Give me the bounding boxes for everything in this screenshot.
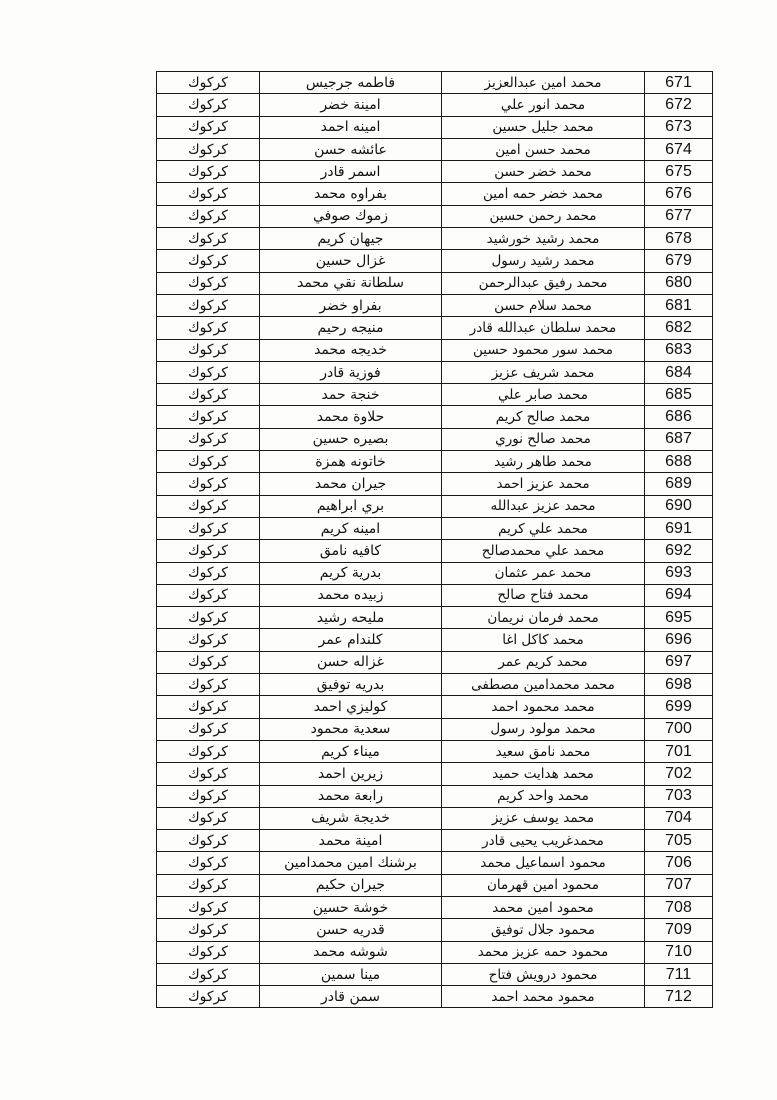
full-name-cell: محمود امين محمد xyxy=(442,896,645,918)
mother-name-cell: زيرين احمد xyxy=(260,763,442,785)
table-row xyxy=(157,986,713,1008)
mother-name-cell: فوزية قادر xyxy=(260,361,442,383)
city-cell: كركوك xyxy=(157,963,260,985)
row-number-cell: 699 xyxy=(645,696,713,718)
full-name-cell: محمد سلام حسن xyxy=(442,294,645,316)
city-cell: كركوك xyxy=(157,138,260,160)
city-cell: كركوك xyxy=(157,674,260,696)
table-row xyxy=(157,517,713,539)
mother-name-cell: امينة محمد xyxy=(260,830,442,852)
full-name-cell: محمود امين قهرمان xyxy=(442,874,645,896)
city-cell: كركوك xyxy=(157,607,260,629)
table-row xyxy=(157,294,713,316)
full-name-cell: محمد كاكل اغا xyxy=(442,629,645,651)
mother-name-cell: سلطانة نقي محمد xyxy=(260,272,442,294)
mother-name-cell: غزال حسين xyxy=(260,250,442,272)
mother-name-cell: اسمر قادر xyxy=(260,161,442,183)
full-name-cell: محمد واحد كريم xyxy=(442,785,645,807)
city-cell: كركوك xyxy=(157,205,260,227)
table-row xyxy=(157,696,713,718)
full-name-cell: محمد خضر حسن xyxy=(442,161,645,183)
table-row xyxy=(157,339,713,361)
mother-name-cell: مينا سمين xyxy=(260,963,442,985)
full-name-cell: محمد طاهر رشيد xyxy=(442,451,645,473)
mother-name-cell: مليحه رشيد xyxy=(260,607,442,629)
table-row xyxy=(157,272,713,294)
full-name-cell: محمد علي محمدصالح xyxy=(442,540,645,562)
table-row xyxy=(157,785,713,807)
mother-name-cell: بدريه توفيق xyxy=(260,674,442,696)
city-cell: كركوك xyxy=(157,317,260,339)
row-number-cell: 687 xyxy=(645,428,713,450)
full-name-cell: محمد محمود احمد xyxy=(442,696,645,718)
row-number-cell: 691 xyxy=(645,517,713,539)
row-number-cell: 712 xyxy=(645,986,713,1008)
table-row xyxy=(157,562,713,584)
table-row xyxy=(157,250,713,272)
city-cell: كركوك xyxy=(157,517,260,539)
full-name-cell: محمد رفيق عبدالرحمن xyxy=(442,272,645,294)
mother-name-cell: خديجه محمد xyxy=(260,339,442,361)
names-table xyxy=(156,71,713,1008)
row-number-cell: 709 xyxy=(645,919,713,941)
city-cell: كركوك xyxy=(157,874,260,896)
table-row xyxy=(157,919,713,941)
full-name-cell: محمد هدايت حميد xyxy=(442,763,645,785)
full-name-cell: محمد عزيز عبدالله xyxy=(442,495,645,517)
city-cell: كركوك xyxy=(157,830,260,852)
city-cell: كركوك xyxy=(157,584,260,606)
full-name-cell: محمد فتاح صالح xyxy=(442,584,645,606)
city-cell: كركوك xyxy=(157,763,260,785)
row-number-cell: 695 xyxy=(645,607,713,629)
full-name-cell: محمد رشيد خورشيد xyxy=(442,228,645,250)
city-cell: كركوك xyxy=(157,562,260,584)
row-number-cell: 700 xyxy=(645,718,713,740)
city-cell: كركوك xyxy=(157,428,260,450)
mother-name-cell: جيهان كريم xyxy=(260,228,442,250)
names-table-body xyxy=(157,72,713,1008)
mother-name-cell: خديجة شريف xyxy=(260,807,442,829)
row-number-cell: 686 xyxy=(645,406,713,428)
city-cell: كركوك xyxy=(157,696,260,718)
table-row xyxy=(157,317,713,339)
table-row xyxy=(157,740,713,762)
row-number-cell: 703 xyxy=(645,785,713,807)
row-number-cell: 694 xyxy=(645,584,713,606)
full-name-cell: محمد سلطان عبدالله قادر xyxy=(442,317,645,339)
city-cell: كركوك xyxy=(157,183,260,205)
city-cell: كركوك xyxy=(157,718,260,740)
full-name-cell: محمد رشيد رسول xyxy=(442,250,645,272)
full-name-cell: محمد عزيز احمد xyxy=(442,473,645,495)
table-row xyxy=(157,584,713,606)
table-row xyxy=(157,963,713,985)
table-row xyxy=(157,451,713,473)
mother-name-cell: عائشه حسن xyxy=(260,138,442,160)
city-cell: كركوك xyxy=(157,807,260,829)
city-cell: كركوك xyxy=(157,406,260,428)
table-row xyxy=(157,161,713,183)
row-number-cell: 674 xyxy=(645,138,713,160)
row-number-cell: 689 xyxy=(645,473,713,495)
full-name-cell: محمد خضر حمه امين xyxy=(442,183,645,205)
city-cell: كركوك xyxy=(157,941,260,963)
city-cell: كركوك xyxy=(157,651,260,673)
full-name-cell: محمد نامق سعيد xyxy=(442,740,645,762)
full-name-cell: محمد محمدامين مصطفى xyxy=(442,674,645,696)
mother-name-cell: سعدية محمود xyxy=(260,718,442,740)
table-row xyxy=(157,607,713,629)
table-row xyxy=(157,807,713,829)
city-cell: كركوك xyxy=(157,384,260,406)
mother-name-cell: بصيره حسين xyxy=(260,428,442,450)
mother-name-cell: خوشة حسين xyxy=(260,896,442,918)
mother-name-cell: شوشه محمد xyxy=(260,941,442,963)
table-row xyxy=(157,651,713,673)
mother-name-cell: امينه كريم xyxy=(260,517,442,539)
table-row xyxy=(157,361,713,383)
table-row xyxy=(157,763,713,785)
table-row xyxy=(157,94,713,116)
table-row xyxy=(157,896,713,918)
city-cell: كركوك xyxy=(157,986,260,1008)
full-name-cell: محمود درويش فتاح xyxy=(442,963,645,985)
city-cell: كركوك xyxy=(157,451,260,473)
row-number-cell: 672 xyxy=(645,94,713,116)
full-name-cell: محمود اسماعيل محمد xyxy=(442,852,645,874)
table-row xyxy=(157,473,713,495)
mother-name-cell: زبيده محمد xyxy=(260,584,442,606)
full-name-cell: محمد حسن امين xyxy=(442,138,645,160)
mother-name-cell: كوليزي احمد xyxy=(260,696,442,718)
row-number-cell: 704 xyxy=(645,807,713,829)
table-row xyxy=(157,205,713,227)
city-cell: كركوك xyxy=(157,740,260,762)
full-name-cell: محمد رحمن حسين xyxy=(442,205,645,227)
city-cell: كركوك xyxy=(157,896,260,918)
table-row xyxy=(157,183,713,205)
mother-name-cell: قدريه حسن xyxy=(260,919,442,941)
table-row xyxy=(157,718,713,740)
table-row xyxy=(157,138,713,160)
mother-name-cell: بفراوه محمد xyxy=(260,183,442,205)
row-number-cell: 707 xyxy=(645,874,713,896)
mother-name-cell: امينه احمد xyxy=(260,116,442,138)
table-row xyxy=(157,384,713,406)
full-name-cell: محمد مولود رسول xyxy=(442,718,645,740)
city-cell: كركوك xyxy=(157,852,260,874)
city-cell: كركوك xyxy=(157,473,260,495)
mother-name-cell: رابعة محمد xyxy=(260,785,442,807)
mother-name-cell: بري ابراهيم xyxy=(260,495,442,517)
row-number-cell: 698 xyxy=(645,674,713,696)
row-number-cell: 671 xyxy=(645,72,713,94)
full-name-cell: محمد صالح كريم xyxy=(442,406,645,428)
full-name-cell: محمود حمه عزيز محمد xyxy=(442,941,645,963)
table-row xyxy=(157,72,713,94)
mother-name-cell: بفراو خضر xyxy=(260,294,442,316)
row-number-cell: 680 xyxy=(645,272,713,294)
mother-name-cell: غزاله حسن xyxy=(260,651,442,673)
mother-name-cell: فاطمه جرجيس xyxy=(260,72,442,94)
row-number-cell: 697 xyxy=(645,651,713,673)
full-name-cell: محمود جلال توفيق xyxy=(442,919,645,941)
city-cell: كركوك xyxy=(157,629,260,651)
full-name-cell: محمد فرمان نريمان xyxy=(442,607,645,629)
row-number-cell: 708 xyxy=(645,896,713,918)
full-name-cell: محمدغريب يحيى قادر xyxy=(442,830,645,852)
row-number-cell: 711 xyxy=(645,963,713,985)
city-cell: كركوك xyxy=(157,116,260,138)
row-number-cell: 693 xyxy=(645,562,713,584)
full-name-cell: محمد انور علي xyxy=(442,94,645,116)
mother-name-cell: برشنك امين محمدامين xyxy=(260,852,442,874)
row-number-cell: 710 xyxy=(645,941,713,963)
full-name-cell: محمد سور محمود حسين xyxy=(442,339,645,361)
mother-name-cell: جيران حكيم xyxy=(260,874,442,896)
city-cell: كركوك xyxy=(157,250,260,272)
row-number-cell: 684 xyxy=(645,361,713,383)
row-number-cell: 706 xyxy=(645,852,713,874)
table-row xyxy=(157,495,713,517)
mother-name-cell: كلندام عمر xyxy=(260,629,442,651)
table-row xyxy=(157,674,713,696)
full-name-cell: محمد علي كريم xyxy=(442,517,645,539)
row-number-cell: 701 xyxy=(645,740,713,762)
mother-name-cell: ميناء كريم xyxy=(260,740,442,762)
city-cell: كركوك xyxy=(157,339,260,361)
mother-name-cell: حلاوة محمد xyxy=(260,406,442,428)
table-row xyxy=(157,941,713,963)
table-row xyxy=(157,406,713,428)
table-row xyxy=(157,228,713,250)
full-name-cell: محمد شريف عزيز xyxy=(442,361,645,383)
mother-name-cell: جيران محمد xyxy=(260,473,442,495)
row-number-cell: 688 xyxy=(645,451,713,473)
table-row xyxy=(157,830,713,852)
mother-name-cell: منيجه رحيم xyxy=(260,317,442,339)
row-number-cell: 696 xyxy=(645,629,713,651)
table-row xyxy=(157,874,713,896)
city-cell: كركوك xyxy=(157,294,260,316)
full-name-cell: محمد يوسف عزيز xyxy=(442,807,645,829)
city-cell: كركوك xyxy=(157,228,260,250)
mother-name-cell: سمن قادر xyxy=(260,986,442,1008)
city-cell: كركوك xyxy=(157,94,260,116)
row-number-cell: 682 xyxy=(645,317,713,339)
table-row xyxy=(157,852,713,874)
full-name-cell: محمود محمد احمد xyxy=(442,986,645,1008)
full-name-cell: محمد كريم عمر xyxy=(442,651,645,673)
full-name-cell: محمد امين عبدالعزيز xyxy=(442,72,645,94)
city-cell: كركوك xyxy=(157,919,260,941)
row-number-cell: 679 xyxy=(645,250,713,272)
city-cell: كركوك xyxy=(157,161,260,183)
table-row xyxy=(157,116,713,138)
full-name-cell: محمد صالح نوري xyxy=(442,428,645,450)
city-cell: كركوك xyxy=(157,540,260,562)
table-row xyxy=(157,428,713,450)
row-number-cell: 683 xyxy=(645,339,713,361)
mother-name-cell: خنجة حمد xyxy=(260,384,442,406)
city-cell: كركوك xyxy=(157,495,260,517)
full-name-cell: محمد صابر علي xyxy=(442,384,645,406)
city-cell: كركوك xyxy=(157,361,260,383)
mother-name-cell: زموك صوفي xyxy=(260,205,442,227)
table-row xyxy=(157,540,713,562)
row-number-cell: 692 xyxy=(645,540,713,562)
city-cell: كركوك xyxy=(157,272,260,294)
row-number-cell: 690 xyxy=(645,495,713,517)
mother-name-cell: امينة خضر xyxy=(260,94,442,116)
row-number-cell: 675 xyxy=(645,161,713,183)
row-number-cell: 676 xyxy=(645,183,713,205)
row-number-cell: 678 xyxy=(645,228,713,250)
row-number-cell: 685 xyxy=(645,384,713,406)
city-cell: كركوك xyxy=(157,785,260,807)
row-number-cell: 702 xyxy=(645,763,713,785)
table-row xyxy=(157,629,713,651)
mother-name-cell: خاتونه همزة xyxy=(260,451,442,473)
full-name-cell: محمد جليل حسين xyxy=(442,116,645,138)
row-number-cell: 673 xyxy=(645,116,713,138)
city-cell: كركوك xyxy=(157,72,260,94)
full-name-cell: محمد عمر عثمان xyxy=(442,562,645,584)
mother-name-cell: كافيه نامق xyxy=(260,540,442,562)
mother-name-cell: بدرية كريم xyxy=(260,562,442,584)
row-number-cell: 677 xyxy=(645,205,713,227)
row-number-cell: 705 xyxy=(645,830,713,852)
row-number-cell: 681 xyxy=(645,294,713,316)
